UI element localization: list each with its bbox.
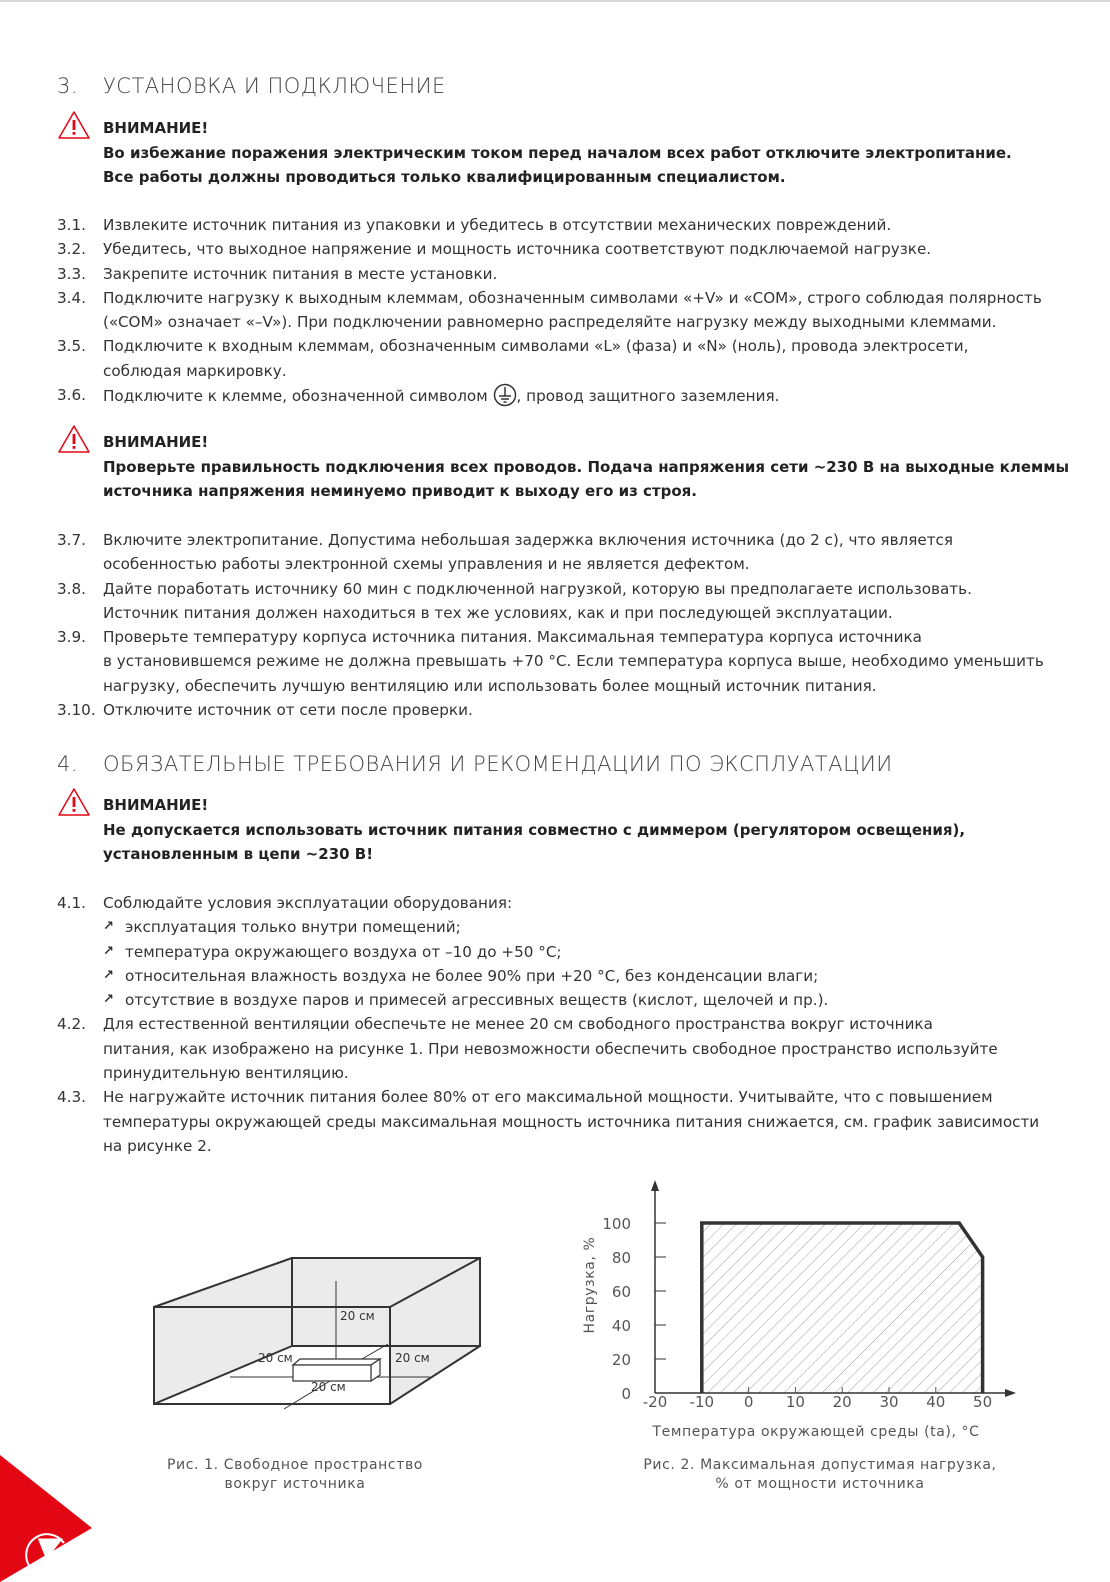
item-text: Не нагружайте источник питания более 80% от его максимальной мощности. Учитывайте, что с повышением — [103, 1088, 993, 1107]
warning-text: Все работы должны проводиться только квалифицированным специалистом. — [103, 168, 786, 186]
y-tick-label: 100 — [602, 1215, 631, 1233]
x-tick-label: 50 — [973, 1393, 993, 1411]
item-number: 3.4. — [57, 288, 86, 307]
warning-text: установленным в цепи ~230 В! — [103, 845, 374, 863]
x-tick-label: 0 — [743, 1393, 754, 1411]
item-text: в установившемся режиме не должна превышать +70 °C. Если температура корпуса выше, необходимо уменьшить — [103, 652, 1044, 671]
item-text: Убедитесь, что выходное напряжение и мощность источника соответствуют подключаемой нагрузке. — [103, 240, 932, 259]
y-axis-label: Нагрузка, % — [582, 1236, 598, 1334]
item-text: Отключите источник от сети после проверки. — [103, 701, 473, 720]
clearance-label-front: 20 см — [311, 1380, 346, 1394]
section-number: 4. — [57, 752, 79, 776]
item-number: 3.8. — [57, 579, 86, 598]
item-number: 3.1. — [57, 216, 86, 234]
warning-text: источника напряжения неминуемо приводит к выходу его из строя. — [103, 482, 698, 500]
item-text: температуры окружающей среды максимальная мощность источника питания снижается, см. график зависимости — [103, 1112, 1040, 1131]
item-number: 3.3. — [57, 264, 86, 283]
figure-2-caption — [640, 1456, 1000, 1494]
y-axis-arrow — [651, 1180, 659, 1191]
derating-area-fill — [702, 1223, 983, 1393]
x-tick-label: 40 — [926, 1393, 946, 1411]
clearance-label-right: 20 см — [395, 1351, 430, 1365]
item-text: Подключите к клемме, обозначенной символом — [103, 387, 493, 406]
x-tick-label: -20 — [642, 1393, 668, 1411]
item-text: особенностью работы электронной схемы управления и не является дефектом. — [103, 555, 750, 574]
item-text: нагрузку, обеспечить лучшую вентиляцию или использовать более мощный источник питания. — [103, 676, 877, 695]
warning-title: ВНИМАНИЕ! — [103, 796, 209, 814]
item-text: Закрепите источник питания в месте установки. — [103, 264, 498, 283]
item-number: 3.2. — [57, 240, 86, 259]
warning-text: Не допускается использовать источник питания совместно с диммером (регулятором освещения), — [103, 820, 966, 839]
item-text: Проверьте температуру корпуса источника питания. Максимальная температура корпуса источника — [103, 628, 922, 647]
bullet-text: температура окружающего воздуха от –10 до +50 °C; — [125, 942, 562, 961]
arrow-bullet-icon: ↗ — [103, 919, 114, 935]
y-tick-label: 60 — [611, 1283, 631, 1301]
item-text: Подключите нагрузку к выходным клеммам, обозначенным символами «+V» и «COM», строго соблюдая полярность — [103, 288, 1042, 307]
section-number: 3. — [57, 74, 79, 98]
x-axis-label: Температура окружающей среды (ta), °C — [652, 1424, 980, 1440]
caption-line: Рис. 1. Свободное пространство — [167, 1457, 423, 1473]
clearance-label-left: 20 см — [258, 1351, 293, 1365]
y-tick-label: 80 — [611, 1249, 631, 1267]
y-tick-label: 20 — [611, 1351, 631, 1369]
item-number: 3.9. — [57, 628, 86, 647]
warning-title: ВНИМАНИЕ! — [103, 433, 209, 451]
item-number: 3.6. — [57, 386, 86, 405]
caption-line: Рис. 2. Максимальная допустимая нагрузка, — [643, 1457, 997, 1473]
brand-corner — [0, 1455, 100, 1582]
bullet-text: относительная влажность воздуха не более 90% при +20 °C, без конденсации влаги; — [125, 966, 819, 985]
y-tick-label: 40 — [611, 1317, 631, 1335]
item-text: принудительную вентиляцию. — [103, 1064, 349, 1083]
item-text: Включите электропитание. Допустима небольшая задержка включения источника (до 2 с), что является — [103, 531, 954, 549]
warning-title: ВНИМАНИЕ! — [103, 119, 209, 137]
bullet-text: отсутствие в воздухе паров и примесей агрессивных веществ (кислот, щелочей и пр.). — [125, 991, 829, 1010]
item-text: («COM» означает «–V»). При подключении равномерно распределяйте нагрузку между выходными клеммами. — [103, 313, 997, 332]
x-tick-label: -10 — [689, 1393, 715, 1411]
item-text: , провод защитного заземления. — [516, 387, 780, 406]
item-text: соблюдая маркировку. — [103, 361, 287, 380]
brand-corner-shape — [0, 1455, 92, 1582]
item-number: 3.5. — [57, 337, 86, 356]
arrow-bullet-icon: ↗ — [103, 943, 114, 959]
arrow-bullet-icon: ↗ — [103, 992, 114, 1008]
y-tick-label: 0 — [621, 1385, 631, 1403]
item-text: Соблюдайте условия эксплуатации оборудования: — [103, 894, 513, 912]
caption-line: вокруг источника — [224, 1476, 366, 1492]
item-text: на рисунке 2. — [103, 1136, 212, 1155]
caption-line: % от мощности источника — [715, 1476, 925, 1492]
warning-text: Проверьте правильность подключения всех проводов. Подача напряжения сети ~230 В на выходные клеммы — [103, 457, 1070, 476]
item-text: Для естественной вентиляции обеспечьте не менее 20 см свободного пространства вокруг источника — [103, 1015, 933, 1034]
item-text: Дайте поработать источнику 60 мин с подключенной нагрузкой, которую вы предполагаете использовать. — [103, 579, 972, 598]
arrow-bullet-icon: ↗ — [103, 967, 114, 983]
item-number: 4.3. — [57, 1088, 86, 1107]
item-number: 4.1. — [57, 894, 86, 912]
warning-text: Во избежание поражения электрическим током перед началом всех работ отключите электропитание. — [103, 143, 1012, 162]
item-text: питания, как изображено на рисунке 1. При невозможности обеспечить свободное пространство используйте — [103, 1039, 998, 1058]
bullet-text: эксплуатация только внутри помещений; — [125, 918, 461, 937]
x-tick-label: 30 — [879, 1393, 899, 1411]
x-tick-label: 10 — [785, 1393, 805, 1411]
item-number: 3.10. — [57, 701, 96, 720]
x-axis-arrow — [1005, 1389, 1016, 1397]
x-tick-label: 20 — [832, 1393, 852, 1411]
item-number: 3.7. — [57, 531, 86, 549]
item-text: Извлеките источник питания из упаковки и убедитесь в отсутствии механических повреждений. — [103, 216, 892, 234]
item-text: Источник питания должен находиться в тех же условиях, как и при последующей эксплуатации. — [103, 603, 893, 622]
clearance-label-top: 20 см — [340, 1309, 375, 1323]
item-number: 4.2. — [57, 1015, 86, 1034]
item-text: Подключите к входным клеммам, обозначенным символами «L» (фаза) и «N» (ноль), провода электросети, — [103, 337, 969, 356]
section-title: ОБЯЗАТЕЛЬНЫЕ ТРЕБОВАНИЯ И РЕКОМЕНДАЦИИ ПО ЭКСПЛУАТАЦИИ — [103, 752, 893, 776]
section-title: УСТАНОВКА И ПОДКЛЮЧЕНИЕ — [103, 74, 446, 98]
